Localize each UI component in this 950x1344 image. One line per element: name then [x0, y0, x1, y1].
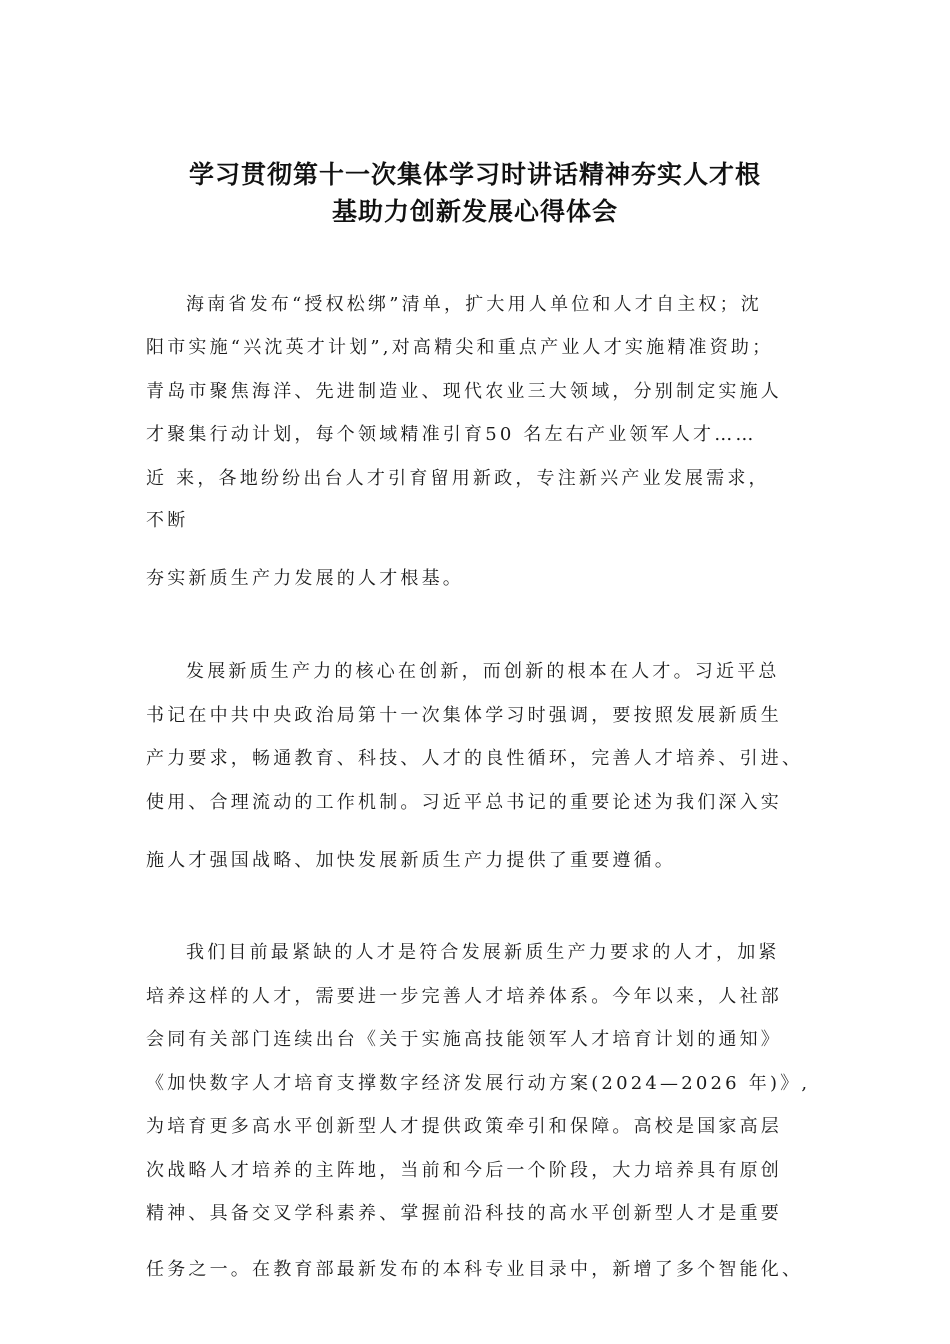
- paragraph-line: 会同有关部门连续出台《关于实施高技能领军人才培育计划的通知》: [146, 1029, 782, 1050]
- paragraph-line: 为培育更多高水平创新型人才提供政策牵引和保障。高校是国家高层: [146, 1116, 782, 1137]
- paragraph-line: 《加快数字人才培育支撑数字经济发展行动方案(2024—2026 年)》,: [146, 1073, 811, 1094]
- document-title-line-2: 基助力创新发展心得体会: [331, 197, 618, 226]
- paragraph-line: 产力要求，畅通教育、科技、人才的良性循环，完善人才培养、引进、: [146, 748, 804, 769]
- paragraph-line: 才聚集行动计划，每个领域精准引育50 名左右产业领军人才……: [146, 424, 757, 445]
- paragraph-line: 发展新质生产力的核心在创新，而创新的根本在人才。习近平总: [186, 661, 780, 682]
- paragraph-line: 夯实新质生产力发展的人才根基。: [146, 568, 464, 589]
- paragraph-line: 精神、具备交叉学科素养、掌握前沿科技的高水平创新型人才是重要: [146, 1203, 782, 1224]
- paragraph-line: 近 来，各地纷纷出台人才引育留用新政，专注新兴产业发展需求，: [146, 468, 770, 489]
- paragraph-line: 不断: [146, 510, 189, 531]
- paragraph-line: 施人才强国战略、加快发展新质生产力提供了重要遵循。: [146, 850, 676, 871]
- paragraph-line: 次战略人才培养的主阵地，当前和今后一个阶段，大力培养具有原创: [146, 1160, 782, 1181]
- paragraph-line: 青岛市聚焦海洋、先进制造业、现代农业三大领域，分别制定实施人: [146, 381, 782, 402]
- paragraph-line: 我们目前最紧缺的人才是符合发展新质生产力要求的人才，加紧: [186, 942, 780, 963]
- paragraph-line: 使用、合理流动的工作机制。习近平总书记的重要论述为我们深入实: [146, 792, 782, 813]
- paragraph-line: 书记在中共中央政治局第十一次集体学习时强调，要按照发展新质生: [146, 705, 782, 726]
- paragraph-line: 任务之一。在教育部最新发布的本科专业目录中，新增了多个智能化、: [146, 1259, 804, 1280]
- paragraph-line: 培养这样的人才，需要进一步完善人才培养体系。今年以来，人社部: [146, 986, 782, 1007]
- document-title-line-1: 学习贯彻第十一次集体学习时讲话精神夯实人才根: [188, 160, 761, 189]
- paragraph-line: 海南省发布“授权松绑”清单，扩大用人单位和人才自主权；沈: [186, 294, 763, 315]
- paragraph-line: 阳市实施“兴沈英才计划”,对高精尖和重点产业人才实施精准资助；: [146, 337, 774, 358]
